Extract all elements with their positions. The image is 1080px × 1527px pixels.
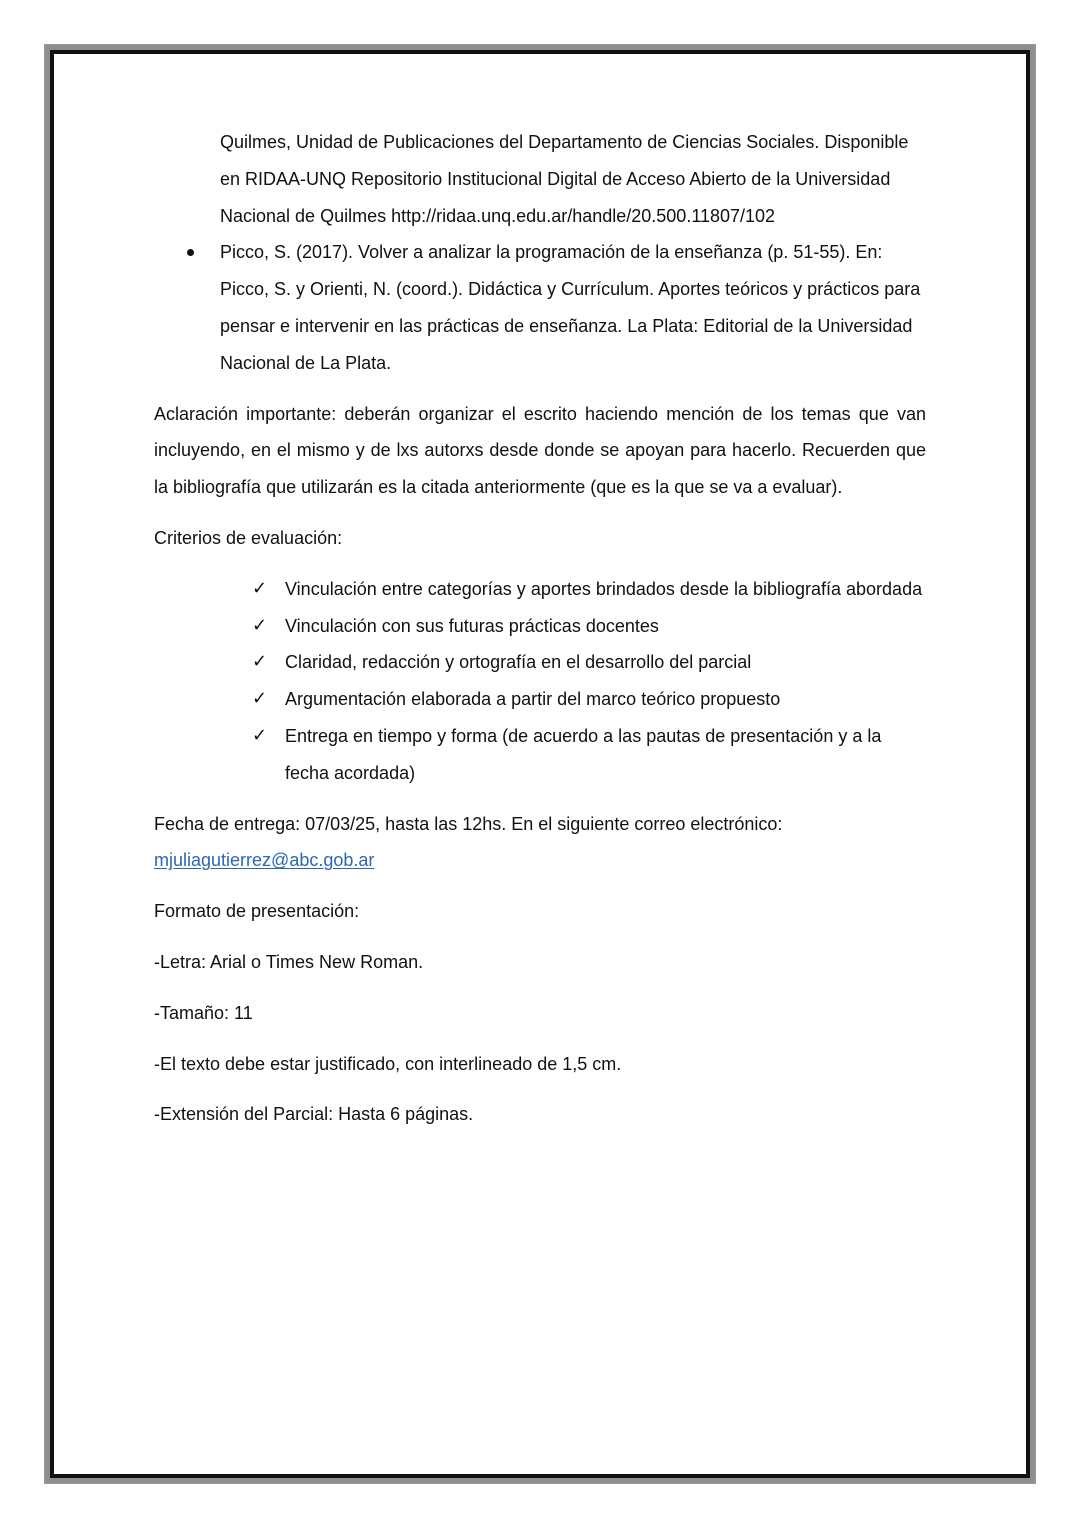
format-spacing: -El texto debe estar justificado, con interlineado de 1,5 cm.: [154, 1053, 622, 1074]
bullet-icon: [187, 249, 194, 256]
reference-continuation: Quilmes, Unidad de Publicaciones del Departamento de Ciencias Sociales. Disponible en RIDAA-UNQ Repositorio Institucional Digital de Acceso Abierto de la Universidad Nacional de Quilmes http://ridaa.unq.edu.ar/handle/20.500.11807/102: [220, 132, 909, 226]
document-body: [154, 124, 926, 1133]
format-font: -Letra: Arial o Times New Roman.: [154, 951, 424, 972]
reference-text: Picco, S. (2017). Volver a analizar la programación de la enseñanza (p. 51-55). En: Picco, S. y Orienti, N. (coord.). Didáctica y Currículum. Aportes teóricos y prácticos para pensar e intervenir en las prácticas de enseñanza. La Plata: Editorial de la Universidad Nacional de La Plata.: [220, 242, 921, 373]
criteria-text: Argumentación elaborada a partir del marco teórico propuesto: [285, 689, 781, 710]
criteria-text: Vinculación con sus futuras prácticas docentes: [285, 615, 659, 636]
email-link[interactable]: mjuliagutierrez@abc.gob.ar: [154, 850, 375, 871]
format-heading: Formato de presentación:: [154, 901, 360, 922]
criteria-item: [154, 718, 926, 792]
criteria-text: Entrega en tiempo y forma (de acuerdo a las pautas de presentación y a la fecha acordada): [285, 725, 882, 783]
criteria-item: [154, 681, 926, 718]
criteria-text: Claridad, redacción y ortografía en el desarrollo del parcial: [285, 652, 752, 673]
format-size: -Tamaño: 11: [154, 1002, 253, 1023]
criteria-item: [154, 608, 926, 645]
criteria-text: Vinculación entre categorías y aportes brindados desde la bibliografía abordada: [285, 578, 923, 599]
references-section: [154, 124, 926, 382]
check-icon: ✓: [252, 577, 268, 599]
criteria-item: [154, 571, 926, 608]
important-note: Aclaración importante: deberán organizar el escrito haciendo mención de los temas que van incluyendo, en el mismo y de lxs autorxs desde donde se apoyan para hacerlo. Recuerden que la bibliografía que utilizarán es la citada anteriormente (que es la que se va a evaluar).: [154, 403, 926, 498]
due-date-paragraph: [154, 806, 926, 880]
criteria-list: [154, 571, 926, 792]
format-length: -Extensión del Parcial: Hasta 6 páginas.: [154, 1104, 474, 1125]
check-icon: ✓: [252, 614, 268, 636]
reference-picco: [154, 234, 926, 381]
criteria-heading: Criterios de evaluación:: [154, 527, 343, 548]
check-icon: ✓: [252, 651, 268, 673]
due-date-text: Fecha de entrega: 07/03/25, hasta las 12hs. En el siguiente correo electrónico:: [154, 813, 783, 834]
check-icon: ✓: [252, 724, 268, 746]
criteria-item: [154, 644, 926, 681]
check-icon: ✓: [252, 688, 268, 710]
